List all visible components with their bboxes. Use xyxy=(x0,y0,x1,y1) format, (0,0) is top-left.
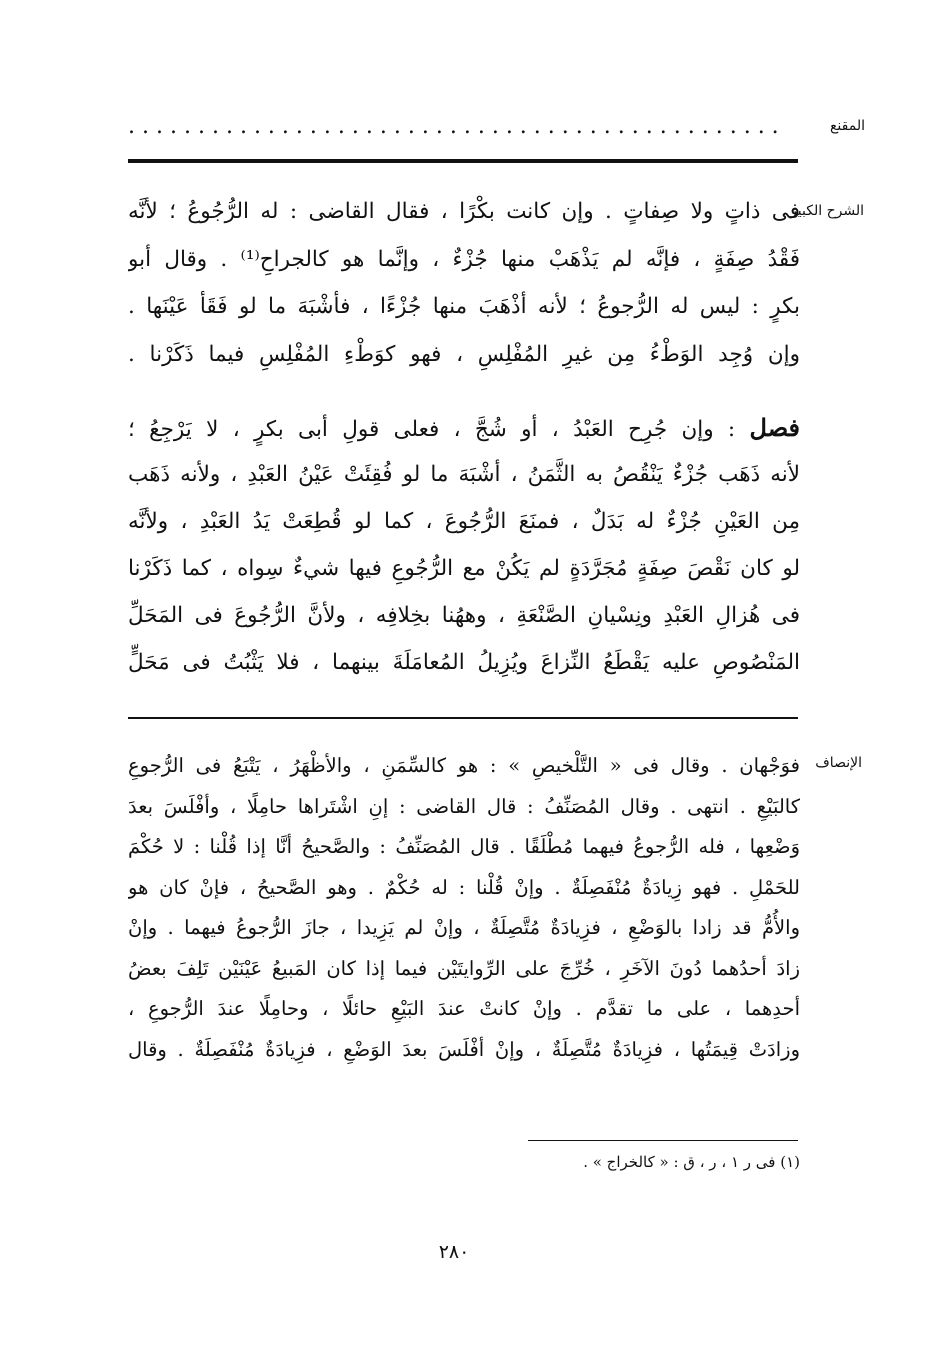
insaf-line: فوَجْهان . وقال فى « التَّلْخيصِ » : هو كالسِّمَنِ ، والأظْهَرُ ، يَتْبَعُ فى الرُّجوعِ xyxy=(128,754,800,777)
fasl-line: لو كان نَقْصَ صِفَةٍ مُجَرَّدَةٍ لم يَكُنْ مع الرُّجُوعِ فيها شيءٌ سِواه ، كما ذَكَرْنا xyxy=(128,556,800,581)
sharh-line: وإن وُجِد الوَطْءُ مِن غيرِ المُفْلِسِ ، فهو كوَطْءِ المُفْلِسِ فيما ذَكَرْنا . xyxy=(128,341,800,367)
insaf-line: زادَ أحدُهما دُونَ الآخَرِ ، خُرِّجَ على الرِّوايتَيْن فيما إذا كان المَبيعُ عَيْنَيْن تَلِفَ بعضُ xyxy=(128,956,800,980)
sharh-line: فى ذاتٍ ولا صِفاتٍ . وإن كانت بكْرًا ، فقال القاضى : له الرُّجُوعُ ؛ لأنَّه xyxy=(128,199,800,224)
footnote: (١) فى ر ١ ، ر ، ق : « كالخراج » . xyxy=(583,1153,800,1171)
fasl-line xyxy=(128,404,800,451)
fasl-heading: فصل xyxy=(749,413,800,442)
insaf-line: والأُمُّ قد زادا بالوَضْعِ ، فزِيادَةٌ مُتَّصِلَةٌ ، وإنْ لم يَزِيدا ، جازَ الرُّجوعُ فيهما . وإنْ xyxy=(128,916,800,939)
fasl-paragraph xyxy=(128,404,800,686)
sharh-section-label: الشرح الكبير xyxy=(790,203,864,219)
book-title: المقنع xyxy=(829,118,865,134)
insaf-line: وزادَتْ قِيمَتُها ، فزِيادَةٌ مُتَّصِلَةٌ ، وإنْ أفْلَسَ بعدَ الوَضْعِ ، فزِيادَةٌ مُنْفَصِلَةٌ . وقال xyxy=(128,1037,800,1061)
header-rule xyxy=(128,159,798,163)
header-dotted-line: ............................................... xyxy=(128,117,786,137)
insaf-section-label: الإنصاف xyxy=(815,755,862,771)
sharh-line: فَقْدُ صِفَةٍ ، فإنَّه لم يَذْهَبْ منها جُزْءٌ ، وإنَّما هو كالجراحِ⁽¹⁾ . وقال أبو xyxy=(128,246,800,272)
insaf-line: كالبَيْعِ . انتهى . وقال المُصَنِّفُ : قال القاضى : إنِ اشْتَراها حامِلًا ، وأفْلَسَ بعدَ xyxy=(128,794,800,818)
insaf-line: أحدِهما ، على ما تقدَّم . وإنْ كانتْ عندَ البَيْعِ حائلًا ، وحامِلًا عندَ الرُّجوعِ ، xyxy=(128,997,800,1020)
fasl-line: لأنه ذَهَب جُزْءٌ يَنْقُصُ به الثَّمَنُ ، أشْبَهَ ما لو فُقِئَتْ عَيْنُ العَبْدِ ، ولأنه ذَهَب xyxy=(128,462,800,487)
section-divider xyxy=(128,717,798,719)
insaf-line: وَضْعِها ، فله الرُّجوعُ فيهما مُطْلَقًا . قال المُصَنِّفُ : والصَّحيحُ أنَّا إذا قُلْنا : لا حُكْمَ xyxy=(128,835,800,858)
fasl-line-text: : وإن جُرِح العَبْدُ ، أو شُجَّ ، فعلى قولِ أبى بكرٍ ، لا يَرْجِعُ ؛ xyxy=(128,417,736,442)
page-number: ٢٨٠ xyxy=(438,1241,470,1263)
footnote-rule xyxy=(528,1140,798,1141)
fasl-line: المَنْصُوصِ عليه يَقْطَعُ النِّزاعَ ويُزِيلُ المُعامَلَةَ بينهما ، فلا يَثْبُتُ فى مَحَلٍّ xyxy=(128,650,800,675)
insaf-text xyxy=(128,746,800,1070)
sharh-line: بكرٍ : ليس له الرُّجوعُ ؛ لأنه أذْهَبَ منها جُزْءًا ، فأشْبَهَ ما لو فَقَأ عَيْنَها . xyxy=(128,294,800,319)
fasl-line: مِن العَيْنِ جُزْءٌ له بَدَلٌ ، فمنَعَ الرُّجُوعَ ، كما لو قُطِعَتْ يَدُ العَبْدِ ، ولأنَّه xyxy=(128,509,800,534)
sharh-text xyxy=(128,188,800,378)
fasl-line: فى هُزالِ العَبْدِ ونِسْيانِ الصَّنْعَةِ ، وههُنا بخِلافِه ، ولأنَّ الرُّجُوعَ فى المَحَلِّ xyxy=(128,603,800,628)
insaf-line: للحَمْلِ . فهو زِيادَةٌ مُنْفَصِلَةٌ . وإنْ قُلْنا : له حُكْمٌ . وهو الصَّحيحُ ، فإنْ كان هو xyxy=(128,875,800,899)
